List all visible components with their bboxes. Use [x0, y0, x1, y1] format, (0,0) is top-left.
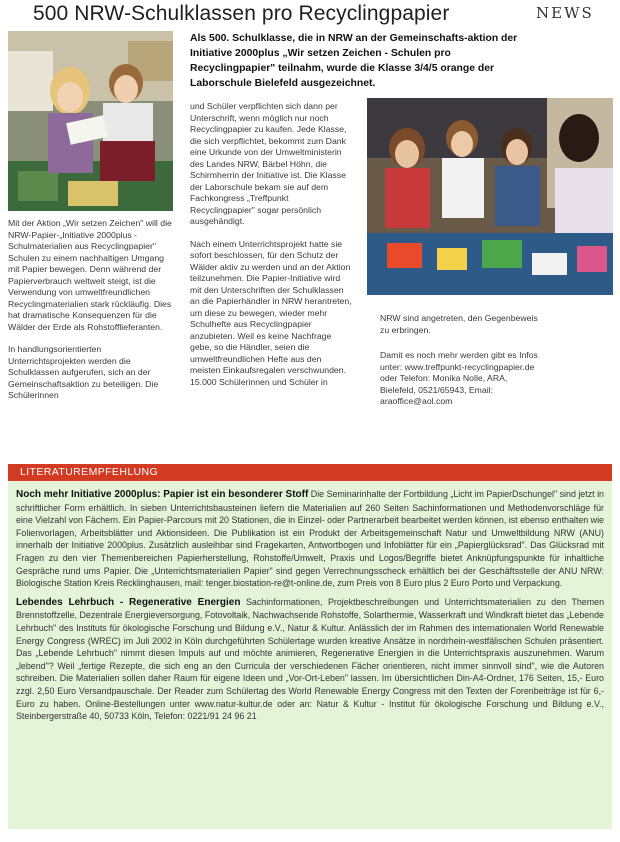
column-2-paragraph-1: und Schüler verpflichten sich dann per Unterschrift, wenn möglich nur noch Recyclingpapier zu kaufen. Jede Klasse, die sich verpflichtet, bekommt zum Dank eine Urkunde von der Umweltministerin des Landes NRW, Bärbel Höhn, die Schirmherrin der Initiative ist. Die Klasse der Laborschule bekam sie auf dem Fachkongress „Treffpunkt Recyclingpapier" sogar persönlich ausgehändigt. — [190, 101, 347, 226]
literature-banner — [8, 464, 612, 481]
page-title: 500 NRW-Schulklassen pro Recyclingpapier — [33, 2, 450, 25]
literature-item-1-title: Noch mehr Initiative 2000plus: Papier ist ein besonderer Stoff — [16, 489, 309, 500]
lead-paragraph: Als 500. Schulklasse, die in NRW an der Gemeinschafts-aktion der Initiative 2000plus „Wir setzen Zeichen - Schulen pro Recyclingpapier" teilnahm, wurde die Klasse 3/4/5 orange der Laborschule Bielefeld ausgezeichnet. — [190, 33, 518, 89]
column-1 — [8, 218, 174, 413]
literature-item-2-title: Lebendes Lehrbuch - Regenerative Energien — [16, 596, 241, 608]
column-3-contact-info: Damit es noch mehr werden gibt es Infos unter: www.treffpunkt-recyclingpapier.de oder Telefon: Monika Nolle, ARA, Bielefeld, 0521/65943, Email: araoffice@aol.com — [380, 350, 538, 406]
column-2-paragraph-2: Nach einem Unterrichtsprojekt hatte sie sofort beschlossen, für den Schutz der Wälder aktiv zu werden und an der Aktion teilzunehmen. Die Papier-Initiative wird mit den Unterschriften der Schulklassen an die Papierhändler in NRW herantreten, um diese zu bewegen, wieder mehr Schulhefte aus Recyclingpapier anzubieten. Weil es keine Nachfrage gebe, so die Händler, seien die umweltfreundlichen Hefte aus den meisten Einkaufsregalen verschwunden. 15.000 Schülerinnen und Schüler in — [190, 238, 352, 387]
literature-item-1 — [16, 488, 604, 590]
section-label-news: NEWS — [536, 4, 594, 22]
literature-item-2-text: Sachinformationen, Projektbeschreibungen und Unterrichtsmaterialien zu den Themen Brennstoffzelle, Dezentrale Energieversorgung, Fotovoltaik, Nachwachsende Rohstoffe, Solarthermie, Wasserkraft und Windkraft bietet das „Lebende Lehrbuch" des Instituts für ökologische Forschung und Bildung e.V., Natur & Kultur. Anlässlich der im Rahmen des internationalen World Renewable Energy Congress (WREC) im Juli 2002 in Köln durchgeführten Schülertage wurden kreative Ansätze in nordrhein-westfälischen Schulen präsentiert. Das „Lebende Lehrbuch" nimmt diesen Impuls auf und möchte animieren, Regenerative Energien in die Unterrichtspraxis auszunehmen. Warum „lebend"? Weil „fertige Rezepte, die sich eng an den Curricula der verschiedenen Fächer orientieren, nicht immer sinnvoll sind", wie die Autoren schreiben. Die Materialien sollen daher Raum für eigene Ideen und „Vor-Ort-Leben" lassen. Im übersichtlichen Din-A4-Ordner, 176 Seiten, 15,- Euro zzgl. 2,50 Euro Versandpauschale. Der Reader zum Schülertag des World Renewable Energy Congress mit den Texten der Forenbeiträge ist für 6,- Euro zu haben. Online-Bestellungen unter www.natur-kultur.de oder an: Natur & Kultur - Institut für ökologische Forschung und Bildung e.V., Steinbergerstraße 40, 50733 Köln, Telefon: 0221/91 24 96 21 — [16, 596, 605, 722]
literature-item-1-text: Die Seminarinhalte der Fortbildung „Licht im PapierDschungel" sind jetzt in schriftlicher Form erhältlich. In sieben Unterrichtsbausteinen liefern die Materialien auf 260 Seiten Sachinformationen und Methodenvorschläge für eine Vielzahl von Fächern. Ein Papier-Parcours mit 20 Stationen, die in Einzel- oder Partnerarbeit bearbeitet werden können, ist ebenso enthalten wie Folienvorlagen, Arbeitsblätter und Aktionsideen. Die Publikation ist ein Produkt der Arbeitsgemeinschaft Natur und Umweltbildung NRW (ANU) innerhalb der Initiative 2000plus. Zusätzlich ausleihbar sind Fragekarten, Antwortbogen und Infoblätter für ein „Papierglücksrad". Das Glücksrad mit Fragen zu den vier Themenbereichen Papierherstellung, Rohstoffe/Umwelt, Praxis und Logos/Begriffe bietet Anknüpfungspunkte für inhaltliche Gespräche rund ums Papier. Die „Unterrichtsmaterialien Papier" sind gegen Verrechnungsscheck erhältlich bei der Geschäftsstelle der ANU NRW: Biologische Station Kreis Recklinghausen, mail: tenger.biostation-re@t-online.de, zum Preis von 8 Euro plus 2 Euro Porto und Verpackung. — [16, 489, 604, 589]
column-3 — [380, 313, 540, 419]
literature-box — [8, 481, 612, 829]
column-2 — [190, 101, 352, 399]
column-1-paragraph-1: Mit der Aktion „Wir setzen Zeichen" will die NRW-Papier-„Initiative 2000plus - Schulmaterialien aus Recyclingpapier" Schulen zu einem nachhaltigen Umgang mit Papier bewegen. Denn während der Papierverbrauch weltweit steigt, ist die Verwendung von umweltfreundlichen Recyclingmaterialien stark rückläufig. Dies hat dramatische Konsequenzen für die Wälder der Erde als Rohstofflieferanten. — [8, 218, 172, 332]
column-1-paragraph-2: In handlungsorientierten Unterrichtsprojekten werden die Schulklassen aufgerufen, sich an der Gemeinschaftsaktion zu beteiligen. Die Schülerinnen — [8, 344, 159, 400]
literature-banner-label: LITERATUREMPFEHLUNG — [20, 466, 159, 478]
literature-item-2 — [16, 596, 604, 723]
photo-children-with-paper — [8, 31, 173, 211]
photo-class-at-table — [367, 98, 613, 295]
column-3-paragraph-1: NRW sind angetreten, den Gegenbeweis zu erbringen. — [380, 313, 538, 335]
